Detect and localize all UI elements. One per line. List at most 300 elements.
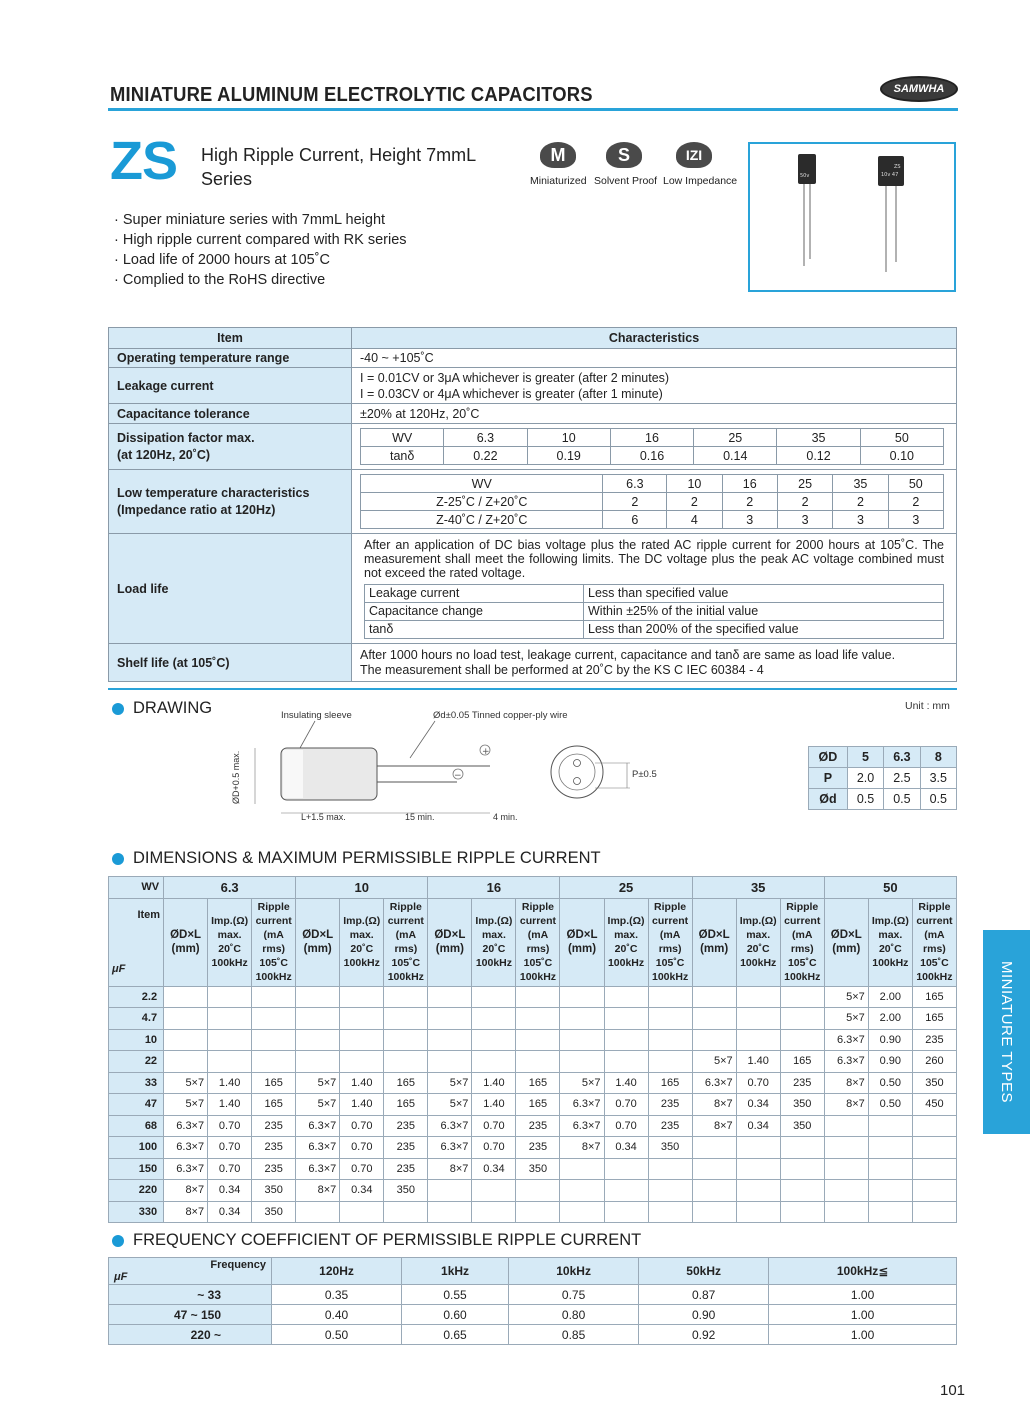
dims-cell: 350 <box>912 1072 956 1094</box>
dims-cell: 350 <box>648 1137 692 1159</box>
freq-col-head: 120Hz <box>272 1258 402 1285</box>
uf-label: μF <box>112 963 126 975</box>
uf-corner-label: μF <box>114 1271 128 1283</box>
low-impedance-icon: IZI <box>676 142 712 168</box>
ripple-subhead: Ripple current (mA rms) 105˚C 100kHz <box>384 898 428 986</box>
dims-cell: 165 <box>384 1072 428 1094</box>
lt-cell: 2 <box>833 493 888 511</box>
dims-cell: 0.70 <box>604 1094 648 1116</box>
dims-cell <box>472 1180 516 1202</box>
lt-cell: 2 <box>777 493 832 511</box>
dims-cell <box>912 1158 956 1180</box>
dims-cell: 235 <box>384 1137 428 1159</box>
table-row <box>109 1072 957 1094</box>
dims-cell <box>296 1201 340 1223</box>
dims-cell <box>780 1008 824 1030</box>
dims-cell <box>692 1029 736 1051</box>
dims-cell: 2.00 <box>868 986 912 1008</box>
dims-cell: 8×7 <box>824 1072 868 1094</box>
lowtemp-label-1: Low temperature characteristics <box>117 485 310 500</box>
dl-subhead: ØD×L (mm) <box>560 898 604 986</box>
lt-cell: 4 <box>667 511 722 529</box>
dims-cell: 350 <box>780 1094 824 1116</box>
dims-cell: 5×7 <box>428 1094 472 1116</box>
leakage-line2: I = 0.03CV or 4μA whichever is greater (after 1 minute) <box>360 386 663 401</box>
dims-cell <box>824 1158 868 1180</box>
capacitance-cell: 2.2 <box>109 986 164 1008</box>
dims-cell <box>692 1201 736 1223</box>
dims-cell: 8×7 <box>428 1158 472 1180</box>
loadlife-label: Load life <box>109 534 352 644</box>
dims-cell <box>340 1008 384 1030</box>
ripple-subhead: Ripple current (mA rms) 105˚C 100kHz <box>252 898 296 986</box>
dims-cell <box>296 1051 340 1073</box>
df-cell: 0.14 <box>694 447 777 465</box>
pd-cell: 6.3 <box>884 747 920 768</box>
dims-cell: 350 <box>780 1115 824 1137</box>
dims-cell <box>340 1201 384 1223</box>
dims-cell <box>428 1180 472 1202</box>
wv-label: WV <box>109 877 164 899</box>
lt-cell: 50 <box>888 475 943 493</box>
ll-cell: Leakage current <box>365 584 584 602</box>
dims-cell: 350 <box>384 1180 428 1202</box>
freq-row-label: 220 ~ <box>109 1325 272 1345</box>
dims-cell <box>604 1051 648 1073</box>
df-cell: WV <box>361 429 444 447</box>
dims-cell: 6.3×7 <box>560 1115 604 1137</box>
df-table <box>360 428 944 465</box>
badge-low-impedance <box>676 142 712 168</box>
lt-cell: 16 <box>722 475 777 493</box>
dims-cell: 235 <box>780 1072 824 1094</box>
dims-cell: 6.3×7 <box>296 1115 340 1137</box>
lt-cell: 3 <box>777 511 832 529</box>
dims-cell <box>164 1008 208 1030</box>
dims-cell <box>384 1029 428 1051</box>
dims-cell <box>648 1180 692 1202</box>
dims-cell <box>648 986 692 1008</box>
dims-cell <box>824 1180 868 1202</box>
dims-cell: 0.34 <box>472 1158 516 1180</box>
dims-cell: 1.40 <box>604 1072 648 1094</box>
dims-cell: 350 <box>252 1180 296 1202</box>
dims-cell: 0.70 <box>208 1115 252 1137</box>
voltage-head: 25 <box>560 877 692 899</box>
dims-cell: 165 <box>648 1072 692 1094</box>
dims-cell: 8×7 <box>560 1137 604 1159</box>
dims-cell <box>208 1051 252 1073</box>
dims-cell: 6.3×7 <box>164 1158 208 1180</box>
freq-corner-label: Frequency <box>210 1259 266 1271</box>
dims-cell <box>560 1158 604 1180</box>
dims-cell <box>736 1137 780 1159</box>
cap2-marking-a: ZS <box>894 164 901 170</box>
dims-cell: 0.70 <box>340 1158 384 1180</box>
leakage-line1: I = 0.01CV or 3μA whichever is greater (after 2 minutes) <box>360 370 670 385</box>
table-row <box>109 1137 957 1159</box>
imp-subhead: Imp.(Ω) max. 20˚C 100kHz <box>208 898 252 986</box>
capacitor-photo-image <box>750 144 954 290</box>
dims-cell: 1.40 <box>472 1094 516 1116</box>
table-row <box>109 1051 957 1073</box>
df-cell: 0.19 <box>527 447 610 465</box>
dims-cell <box>692 1158 736 1180</box>
dims-cell: 0.34 <box>736 1094 780 1116</box>
freq-cell: 0.92 <box>639 1325 769 1345</box>
lt-cell: 3 <box>888 511 943 529</box>
dims-cell: 0.34 <box>340 1180 384 1202</box>
freq-bullet-icon <box>112 1235 124 1247</box>
dims-cell <box>428 1051 472 1073</box>
capacitance-cell: 100 <box>109 1137 164 1159</box>
dims-cell <box>516 1201 560 1223</box>
dims-cell <box>912 1180 956 1202</box>
dims-cell <box>780 1158 824 1180</box>
df-label-2: (at 120Hz, 20˚C) <box>117 447 211 462</box>
dims-cell <box>560 1180 604 1202</box>
badge-label-solvent-proof: Solvent Proof <box>594 175 658 187</box>
frequency-table <box>108 1257 957 1345</box>
length-label: L+1.5 max. <box>301 812 346 822</box>
dims-cell: 165 <box>252 1094 296 1116</box>
dims-cell: 1.40 <box>736 1051 780 1073</box>
feature-item: · High ripple current compared with RK series <box>114 232 407 248</box>
voltage-head: 10 <box>296 877 428 899</box>
dims-cell <box>516 1180 560 1202</box>
side-tab-label: MINIATURE TYPES <box>998 961 1015 1103</box>
lt-cell: Z-25˚C / Z+20˚C <box>361 493 603 511</box>
dims-cell: 165 <box>516 1094 560 1116</box>
dims-cell: 165 <box>780 1051 824 1073</box>
freq-cell: 1.00 <box>769 1305 957 1325</box>
dims-cell <box>472 986 516 1008</box>
dims-cell <box>648 1051 692 1073</box>
shelflife-label: Shelf life (at 105˚C) <box>109 644 352 682</box>
dims-cell: 1.40 <box>208 1072 252 1094</box>
freq-title: FREQUENCY COEFFICIENT OF PERMISSIBLE RIPPLE CURRENT <box>133 1231 642 1249</box>
sleeve-label: Insulating sleeve <box>281 710 352 721</box>
dims-cell: 5×7 <box>824 986 868 1008</box>
dims-cell <box>428 1201 472 1223</box>
leakage-label: Leakage current <box>109 368 352 404</box>
dims-cell <box>208 986 252 1008</box>
dims-cell: 235 <box>384 1115 428 1137</box>
dimensions-table <box>108 876 957 1223</box>
capacitance-cell: 150 <box>109 1158 164 1180</box>
dims-cell: 0.34 <box>208 1180 252 1202</box>
min15-label: 15 min. <box>405 812 435 822</box>
dims-cell: 6.3×7 <box>164 1137 208 1159</box>
lt-cell: Z-40˚C / Z+20˚C <box>361 511 603 529</box>
freq-cell: 0.55 <box>402 1285 509 1305</box>
ripple-subhead: Ripple current (mA rms) 105˚C 100kHz <box>516 898 560 986</box>
dims-cell <box>868 1137 912 1159</box>
dims-cell: 0.70 <box>208 1158 252 1180</box>
freq-cell: 0.75 <box>509 1285 639 1305</box>
lt-cell: 2 <box>722 493 777 511</box>
side-tab-miniature-types <box>983 930 1030 1134</box>
dims-cell <box>252 1029 296 1051</box>
ll-cell: Less than 200% of the specified value <box>584 620 944 638</box>
dims-cell: 0.70 <box>472 1115 516 1137</box>
samwha-logo: SAMWHA <box>880 76 958 102</box>
dims-cell <box>780 986 824 1008</box>
dims-cell <box>648 1158 692 1180</box>
loadlife-table <box>364 584 944 639</box>
dims-cell: 6.3×7 <box>824 1051 868 1073</box>
freq-cell: 0.50 <box>272 1325 402 1345</box>
dims-cell <box>692 1008 736 1030</box>
unit-label: Unit : mm <box>905 700 950 712</box>
spec-bottom-rule <box>108 688 957 690</box>
dims-cell <box>604 1029 648 1051</box>
dims-cell <box>868 1201 912 1223</box>
df-cell: 10 <box>527 429 610 447</box>
dims-cell <box>428 1008 472 1030</box>
dims-cell: 8×7 <box>164 1180 208 1202</box>
dims-cell <box>428 1029 472 1051</box>
dims-cell <box>472 1008 516 1030</box>
capacitance-cell: 330 <box>109 1201 164 1223</box>
lt-cell: 3 <box>722 511 777 529</box>
table-row <box>109 1158 957 1180</box>
dims-cell <box>384 1051 428 1073</box>
op-temp-value: -40 ~ +105˚C <box>352 349 957 368</box>
dims-cell <box>912 1115 956 1137</box>
dims-cell <box>340 986 384 1008</box>
dims-cell: 6.3×7 <box>560 1094 604 1116</box>
page-title: MINIATURE ALUMINUM ELECTROLYTIC CAPACITORS <box>110 84 593 106</box>
imp-subhead: Imp.(Ω) max. 20˚C 100kHz <box>736 898 780 986</box>
dims-cell <box>604 1201 648 1223</box>
capacitance-cell: 4.7 <box>109 1008 164 1030</box>
imp-subhead: Imp.(Ω) max. 20˚C 100kHz <box>340 898 384 986</box>
table-row <box>109 1115 957 1137</box>
dims-cell: 235 <box>912 1029 956 1051</box>
freq-row-label: ~ 33 <box>109 1285 272 1305</box>
dims-cell <box>516 1029 560 1051</box>
df-cell: 25 <box>694 429 777 447</box>
df-cell: 16 <box>610 429 693 447</box>
series-subtitle-line2: Series <box>201 169 253 189</box>
voltage-head: 6.3 <box>164 877 296 899</box>
imp-subhead: Imp.(Ω) max. 20˚C 100kHz <box>868 898 912 986</box>
series-subtitle-line1: High Ripple Current, Height 7mmL <box>201 145 477 165</box>
pd-cell: P <box>809 768 848 789</box>
dims-cell <box>736 1029 780 1051</box>
dims-cell <box>868 1115 912 1137</box>
pd-cell: 0.5 <box>847 789 883 810</box>
table-row <box>109 1029 957 1051</box>
dims-cell <box>560 1201 604 1223</box>
freq-cell: 1.00 <box>769 1285 957 1305</box>
lt-cell: 6.3 <box>603 475 667 493</box>
dims-cell: 0.34 <box>208 1201 252 1223</box>
table-row <box>109 986 957 1008</box>
dims-bullet-icon <box>112 853 124 865</box>
table-row <box>109 1008 957 1030</box>
lt-cell: 6 <box>603 511 667 529</box>
dims-cell <box>736 986 780 1008</box>
spec-head-characteristics: Characteristics <box>352 328 957 349</box>
ll-cell: Capacitance change <box>365 602 584 620</box>
df-cell: 50 <box>860 429 943 447</box>
dims-cell <box>736 1158 780 1180</box>
dims-cell: 0.70 <box>208 1137 252 1159</box>
ll-cell: Within ±25% of the initial value <box>584 602 944 620</box>
dims-cell <box>472 1029 516 1051</box>
freq-col-head: 100kHz≦ <box>769 1258 957 1285</box>
pd-cell: 0.5 <box>920 789 956 810</box>
capacitance-cell: 10 <box>109 1029 164 1051</box>
dims-cell: 8×7 <box>824 1094 868 1116</box>
dims-cell: 5×7 <box>296 1094 340 1116</box>
dims-cell <box>340 1051 384 1073</box>
table-row <box>109 1094 957 1116</box>
dims-cell: 235 <box>252 1115 296 1137</box>
lt-cell: 2 <box>888 493 943 511</box>
dims-cell: 0.90 <box>868 1051 912 1073</box>
pd-cell: 2.5 <box>884 768 920 789</box>
dims-cell: 6.3×7 <box>296 1137 340 1159</box>
dims-cell <box>164 986 208 1008</box>
pd-cell: 5 <box>847 747 883 768</box>
imp-subhead: Imp.(Ω) max. 20˚C 100kHz <box>472 898 516 986</box>
dims-cell <box>868 1158 912 1180</box>
dims-cell <box>604 986 648 1008</box>
dims-cell: 5×7 <box>164 1094 208 1116</box>
freq-cell: 0.60 <box>402 1305 509 1325</box>
freq-col-head: 10kHz <box>509 1258 639 1285</box>
table-row <box>109 1201 957 1223</box>
dims-cell: 8×7 <box>296 1180 340 1202</box>
dims-cell <box>736 1008 780 1030</box>
min4-label: 4 min. <box>493 812 518 822</box>
dims-cell: 260 <box>912 1051 956 1073</box>
lt-cell: 35 <box>833 475 888 493</box>
freq-cell: 0.87 <box>639 1285 769 1305</box>
badge-solvent-proof <box>606 142 642 168</box>
ll-cell: Less than specified value <box>584 584 944 602</box>
shelflife-line1: After 1000 hours no load test, leakage current, capacitance and tanδ are same as load life value. <box>360 647 896 662</box>
pitch-label: P±0.5 <box>632 769 657 780</box>
dims-cell <box>560 986 604 1008</box>
dims-cell: 0.50 <box>868 1072 912 1094</box>
page-number: 101 <box>940 1382 966 1399</box>
dims-cell: 235 <box>648 1094 692 1116</box>
dims-cell: 450 <box>912 1094 956 1116</box>
dl-subhead: ØD×L (mm) <box>824 898 868 986</box>
dims-cell <box>516 1051 560 1073</box>
badge-label-low-impedance: Low Impedance <box>663 175 738 187</box>
dims-cell: 5×7 <box>824 1008 868 1030</box>
shelflife-line2: The measurement shall be performed at 20˚C by the KS C IEC 60384 - 4 <box>360 662 764 677</box>
voltage-head: 50 <box>824 877 956 899</box>
feature-list <box>114 210 407 290</box>
pd-cell: 8 <box>920 747 956 768</box>
pd-cell: 3.5 <box>920 768 956 789</box>
dims-cell <box>912 1201 956 1223</box>
dims-cell: 5×7 <box>560 1072 604 1094</box>
freq-col-head: 1kHz <box>402 1258 509 1285</box>
pd-cell: 0.5 <box>884 789 920 810</box>
capacitance-cell: 47 <box>109 1094 164 1116</box>
plus-mark: + <box>482 747 490 757</box>
dims-cell: 5×7 <box>296 1072 340 1094</box>
lt-cell: 25 <box>777 475 832 493</box>
dims-cell <box>296 986 340 1008</box>
dims-title: DIMENSIONS & MAXIMUM PERMISSIBLE RIPPLE CURRENT <box>133 849 601 867</box>
dims-cell <box>516 1008 560 1030</box>
dims-cell: 0.70 <box>604 1115 648 1137</box>
miniaturized-icon: M <box>540 142 576 168</box>
df-cell: 0.12 <box>777 447 860 465</box>
capacitance-cell: 22 <box>109 1051 164 1073</box>
dims-cell <box>252 1008 296 1030</box>
dims-cell <box>604 1180 648 1202</box>
dims-cell: 165 <box>252 1072 296 1094</box>
tolerance-label: Capacitance tolerance <box>109 404 352 424</box>
drawing-title: DRAWING <box>133 699 213 717</box>
dims-cell <box>472 1201 516 1223</box>
dims-cell: 1.40 <box>340 1094 384 1116</box>
dims-cell <box>472 1051 516 1073</box>
dims-cell <box>912 1137 956 1159</box>
capacitance-cell: 68 <box>109 1115 164 1137</box>
dims-cell: 6.3×7 <box>296 1158 340 1180</box>
freq-row-label: 47 ~ 150 <box>109 1305 272 1325</box>
dims-cell: 0.70 <box>736 1072 780 1094</box>
cap1-marking: 50v <box>800 173 810 179</box>
minus-mark: − <box>454 771 462 781</box>
dims-cell <box>780 1180 824 1202</box>
dims-cell: 350 <box>252 1201 296 1223</box>
dims-cell: 235 <box>516 1137 560 1159</box>
dims-cell <box>516 986 560 1008</box>
df-cell: 35 <box>777 429 860 447</box>
dims-cell <box>868 1180 912 1202</box>
lt-cell: 10 <box>667 475 722 493</box>
capacitance-cell: 33 <box>109 1072 164 1094</box>
dims-cell <box>736 1201 780 1223</box>
drawing-bullet-icon <box>112 703 124 715</box>
pd-cell: Ød <box>809 789 848 810</box>
badge-label-miniaturized: Miniaturized <box>530 175 587 187</box>
wire-label: Ød±0.05 Tinned copper-ply wire <box>433 710 568 721</box>
dims-cell: 8×7 <box>692 1094 736 1116</box>
ripple-subhead: Ripple current (mA rms) 105˚C 100kHz <box>648 898 692 986</box>
loadlife-text: After an application of DC bias voltage plus the rated AC ripple current for 2000 hours at 105˚C. The measurement shall meet the following limits. The DC voltage plus the peak AC voltage combined must not exceed the rated voltage. <box>364 537 944 580</box>
ripple-subhead: Ripple current (mA rms) 105˚C 100kHz <box>912 898 956 986</box>
dims-cell: 6.3×7 <box>164 1115 208 1137</box>
dims-cell: 0.70 <box>340 1137 384 1159</box>
dims-cell: 235 <box>648 1115 692 1137</box>
badge-miniaturized <box>540 142 576 168</box>
dims-cell <box>560 1008 604 1030</box>
pd-cell: 2.0 <box>847 768 883 789</box>
diameter-label: ØD+0.5 max. <box>231 750 241 804</box>
dims-cell: 1.40 <box>472 1072 516 1094</box>
dimension-drawing <box>225 708 665 828</box>
freq-cell: 0.35 <box>272 1285 402 1305</box>
dl-subhead: ØD×L (mm) <box>428 898 472 986</box>
cap2-marking-b: 10v 47 <box>881 172 899 178</box>
dims-cell: 5×7 <box>164 1072 208 1094</box>
dims-cell <box>824 1201 868 1223</box>
dims-cell: 6.3×7 <box>824 1029 868 1051</box>
dims-cell: 0.90 <box>868 1029 912 1051</box>
